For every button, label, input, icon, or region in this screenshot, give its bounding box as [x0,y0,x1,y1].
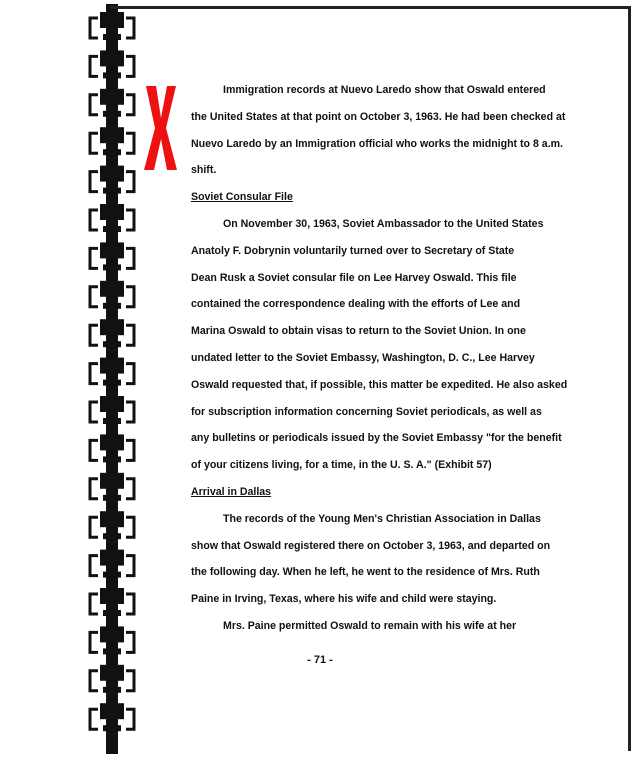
binding-ring [90,632,98,652]
paragraph-line: Dean Rusk a Soviet consular file on Lee Harvey Oswald. This file [191,271,517,284]
page-top-edge [110,6,630,9]
binding-ring [100,281,124,297]
paragraph-line: shift. [191,164,217,177]
paragraph-line: Nuevo Laredo by an Immigration official who works the midnight to 8 a.m. [191,137,564,150]
binding-ring [100,50,124,66]
document-body [191,77,611,640]
binding-ring [103,34,121,40]
binding-ring [103,303,121,309]
binding-ring [126,95,134,115]
binding-ring [90,56,98,76]
binding-ring [126,594,134,614]
binding-ring [100,588,124,604]
binding-ring [103,149,121,155]
binding-ring [126,133,134,153]
binding-ring [126,56,134,76]
paragraph-line: The records of the Young Men's Christian Association in Dallas [223,512,541,525]
binding-ring [103,495,121,501]
binding-ring [100,511,124,527]
binding-ring [100,127,124,143]
binding-ring [126,517,134,537]
binding-ring [103,188,121,194]
binding-ring [90,18,98,38]
binding-ring [126,632,134,652]
binding-ring [90,479,98,499]
binding-ring [103,380,121,386]
binding-ring [103,341,121,347]
binding-ring [126,671,134,691]
paragraph-line: Paine in Irving, Texas, where his wife and child were staying. [191,593,497,606]
binding-ring [100,319,124,335]
binding-ring [103,533,121,539]
binding-ring [126,172,134,192]
binding-ring [100,12,124,28]
section-heading-soviet-consular-file: Soviet Consular File [191,191,293,204]
paragraph-line: Marina Oswald to obtain visas to return to the Soviet Union. In one [191,325,526,338]
binding-ring [100,434,124,450]
binding-ring [126,709,134,729]
binding-ring [100,703,124,719]
binding-ring [100,166,124,182]
binding-ring [90,709,98,729]
binding-ring [103,111,121,117]
binding-ring [90,95,98,115]
binding-ring [103,456,121,462]
paragraph-line: Oswald requested that, if possible, this matter be expedited. He also asked [191,378,568,391]
binding-ring [103,572,121,578]
red-x-mark [140,84,180,172]
binding-ring [90,287,98,307]
binding-ring [100,204,124,220]
binding-ring [126,364,134,384]
binding-ring [90,325,98,345]
binding-ring [100,358,124,374]
binding-ring [100,473,124,489]
binding-ring [103,226,121,232]
paragraph-line: Immigration records at Nuevo Laredo show that Oswald entered [223,84,546,96]
binding-ring [103,687,121,693]
binding-ring [90,671,98,691]
paragraph-line: On November 30, 1963, Soviet Ambassador to the United States [223,217,544,230]
binding-ring [100,242,124,258]
binding-ring [90,172,98,192]
binding-ring [103,725,121,731]
binding-ring [90,402,98,422]
binding-ring [100,550,124,566]
binding-ring [126,556,134,576]
paragraph-line: contained the correspondence dealing with the efforts of Lee and [191,298,521,311]
binding-ring [90,440,98,460]
paragraph-line: of your citizens living, for a time, in the U. S. A." (Exhibit 57) [191,459,492,472]
binding-ring [126,248,134,268]
paragraph-line: any bulletins or periodicals issued by the Soviet Embassy "for the benefit [191,432,562,445]
binding-ring [126,287,134,307]
spiral-binding [0,0,150,757]
binding-ring [126,18,134,38]
page-right-edge [628,6,631,751]
binding-ring [126,210,134,230]
paragraph-line: the United States at that point on October 3, 1963. He had been checked at [191,110,566,123]
paragraph-line: for subscription information concerning Soviet periodicals, as well as [191,405,542,418]
binding-ring [103,610,121,616]
binding-ring [100,396,124,412]
paragraph-line: the following day. When he left, he went to the residence of Mrs. Ruth [191,566,540,579]
binding-ring [90,594,98,614]
paragraph-line: Anatoly F. Dobrynin voluntarily turned over to Secretary of State [191,244,515,257]
binding-ring [126,440,134,460]
paragraph-line: show that Oswald registered there on October 3, 1963, and departed on [191,539,551,552]
binding-ring [126,402,134,422]
binding-ring [103,418,121,424]
section-heading-arrival-in-dallas: Arrival in Dallas [191,485,272,498]
binding-ring [90,210,98,230]
binding-ring [90,556,98,576]
binding-ring [126,479,134,499]
binding-ring [90,517,98,537]
binding-ring [90,133,98,153]
binding-ring [100,626,124,642]
page-number: - 71 - [307,654,333,666]
binding-ring [126,325,134,345]
paragraph-line: undated letter to the Soviet Embassy, Washington, D. C., Lee Harvey [191,351,535,364]
paragraph-line: Mrs. Paine permitted Oswald to remain with his wife at her [223,619,517,632]
binding-ring [103,72,121,78]
binding-ring [100,89,124,105]
binding-ring [90,248,98,268]
binding-ring [90,364,98,384]
binding-ring [103,264,121,270]
binding-ring [100,665,124,681]
